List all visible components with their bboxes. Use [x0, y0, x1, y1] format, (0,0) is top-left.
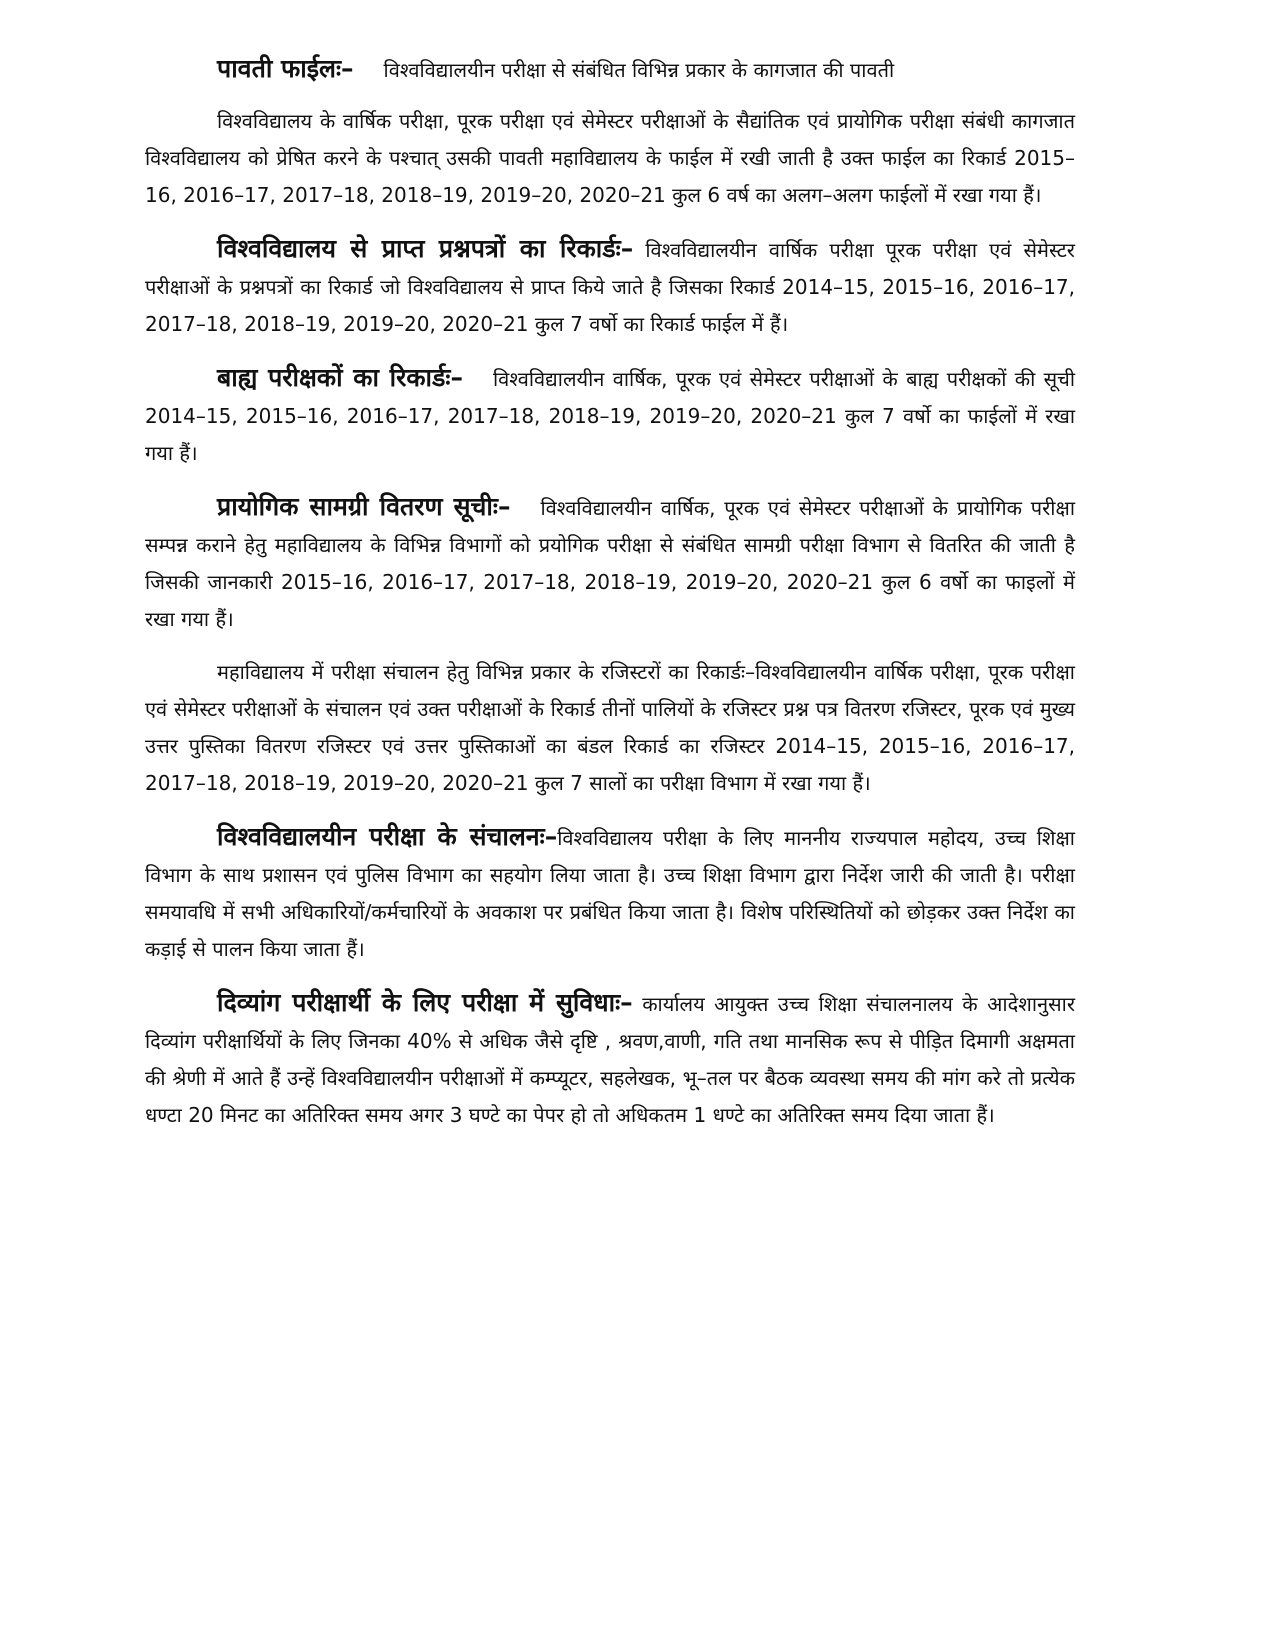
paragraph-receipt-file: [145, 50, 1075, 89]
heading-question-papers: विश्वविद्यालय से प्राप्त प्रश्नपत्रों का रिकार्डः–: [217, 234, 634, 263]
document-page: [145, 50, 1075, 1150]
paragraph-practical-material: [145, 488, 1075, 638]
body-registers: महाविद्यालय में परीक्षा संचालन हेतु विभिन्न प्रकार के रजिस्टरों का रिकार्डः–विश्वविद्यालयीन वार्षिक परीक्षा, पूरक परीक्षा एवं सेमेस्टर परीक्षाओं के संचालन एवं उक्त परीक्षाओं के रिकार्ड तीनों पालियों के रजिस्टर प्रश्न पत्र वितरण रजिस्टर, पूरक एवं मुख्य उत्तर पुस्तिका वितरण रजिस्टर एवं उत्तर पुस्तिकाओं का बंडल रिकार्ड का रजिस्टर 2014–15, 2015–16, 2016–17, 2017–18, 2018–19, 2019–20, 2020–21 कुल 7 सालों का परीक्षा विभाग में रखा गया हैं।: [145, 660, 1075, 795]
body-receipt-details: विश्वविद्यालय के वार्षिक परीक्षा, पूरक परीक्षा एवं सेमेस्टर परीक्षाओं के सैद्यांतिक एवं प्रायोगिक परीक्षा संबंधी कागजात विश्वविद्यालय को प्रेषित करने के पश्चात् उसकी पावती महाविद्यालय के फाईल में रखी जाती है उक्त फाईल का रिकार्ड 2015–16, 2016–17, 2017–18, 2018–19, 2019–20, 2020–21 कुल 6 वर्ष का अलग–अलग फाईलों में रखा गया हैं।: [145, 109, 1075, 207]
body-divyang-facility: कार्यालय आयुक्त उच्च शिक्षा संचालनालय के आदेशानुसार दिव्यांग परीक्षार्थियों के लिए जिनका 40% से अधिक जैसे दृष्टि , श्रवण,वाणी, गति तथा मानसिक रूप से पीड़ित दिमागी अक्षमता की श्रेणी में आते हैं उन्हें विश्वविद्यालयीन परीक्षाओं में कम्प्यूटर, सहलेखक, भू–तल पर बैठक व्यवस्था समय की मांग करे तो प्रत्येक धण्टा 20 मिनट का अतिरिक्त समय अगर 3 घण्टे का पेपर हो तो अधिकतम 1 धण्टे का अतिरिक्त समय दिया जाता हैं।: [145, 992, 1076, 1127]
heading-receipt-file: पावती फाईलः–: [217, 54, 354, 83]
heading-external-examiners: बाह्य परीक्षकों का रिकार्डः–: [217, 363, 463, 392]
heading-divyang-facility: दिव्यांग परीक्षार्थी के लिए परीक्षा में सुविधाः–: [217, 988, 633, 1017]
body-question-papers: विश्वविद्यालयीन वार्षिक परीक्षा पूरक परीक्षा एवं सेमेस्टर परीक्षाओं के प्रश्नपत्रों का रिकार्ड जो विश्वविद्यालय से प्राप्त किये जाते है जिसका रिकार्ड 2014–15, 2015–16, 2016–17, 2017–18, 2018–19, 2019–20, 2020–21 कुल 7 वर्षो का रिकार्ड फाईल में हैं।: [145, 238, 1075, 336]
paragraph-external-examiners: [145, 359, 1075, 472]
body-exam-conduct: विश्वविद्यालय परीक्षा के लिए माननीय राज्यपाल महोदय, उच्च शिक्षा विभाग के साथ प्रशासन एवं पुलिस विभाग का सहयोग लिया जाता है। उच्च शिक्षा विभाग द्वारा निर्देश जारी की जाती है। परीक्षा समयावधि में सभी अधिकारियों/कर्मचारियों के अवकाश पर प्रबंधित किया जाता है। विशेष परिस्थितियों को छोड़कर उक्त निर्देश का कड़ाई से पालन किया जाता हैं।: [145, 826, 1075, 961]
paragraph-registers: [145, 654, 1075, 802]
paragraph-exam-conduct: [145, 818, 1075, 968]
body-receipt-file: विश्वविद्यालयीन परीक्षा से संबंधित विभिन्न प्रकार के कागजात की पावती: [383, 58, 895, 82]
heading-exam-conduct: विश्वविद्यालयीन परीक्षा के संचालनः–: [217, 822, 558, 851]
heading-practical-material: प्रायोगिक सामग्री वितरण सूचीः–: [217, 492, 511, 521]
body-external-examiners: विश्वविद्यालयीन वार्षिक, पूरक एवं सेमेस्टर परीक्षाओं के बाह्य परीक्षकों की सूची 2014–15, 2015–16, 2016–17, 2017–18, 2018–19, 2019–20, 2020–21 कुल 7 वर्षो का फाईलों में रखा गया हैं।: [145, 367, 1076, 465]
paragraph-question-papers: [145, 230, 1075, 343]
body-practical-material: विश्वविद्यालयीन वार्षिक, पूरक एवं सेमेस्टर परीक्षाओं के प्रायोगिक परीक्षा सम्पन्न कराने हेतु महाविद्यालय के विभिन्न विभागों को प्रयोगिक परीक्षा से संबंधित सामग्री परीक्षा विभाग से वितरित की जाती है जिसकी जानकारी 2015–16, 2016–17, 2017–18, 2018–19, 2019–20, 2020–21 कुल 6 वर्षो का फाइलों में रखा गया हैं।: [145, 496, 1075, 631]
paragraph-divyang-facility: [145, 984, 1075, 1134]
paragraph-receipt-details: [145, 103, 1075, 214]
